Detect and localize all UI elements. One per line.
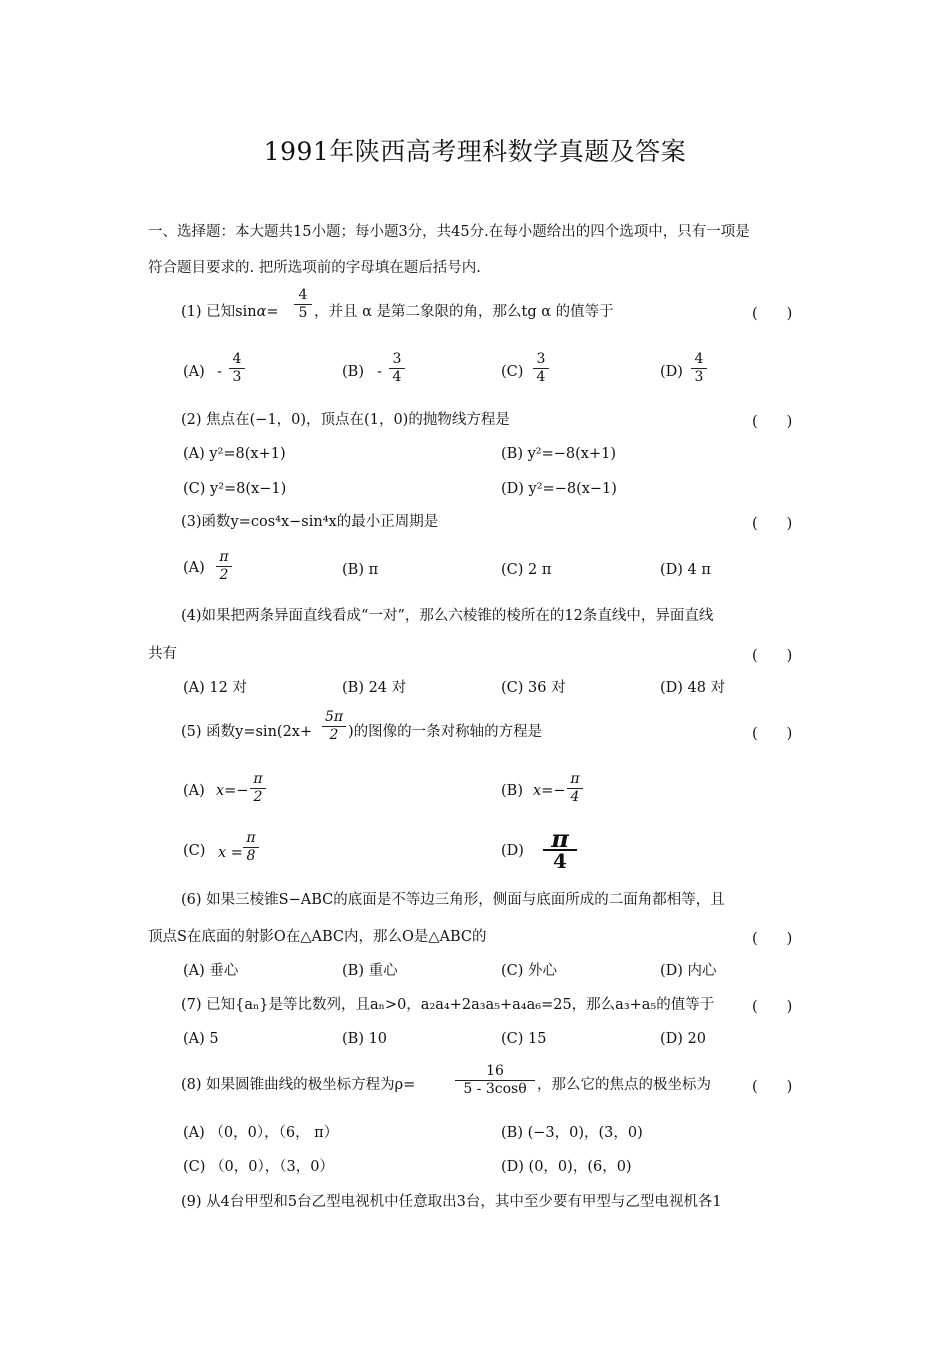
q6-option-d: (D) 内心 [660,963,717,979]
q4-option-a: (A) 12 对 [183,680,247,696]
q1-option-c-label: (C) [501,364,524,380]
q7-option-c: (C) 15 [501,1031,547,1047]
q1-stem-prefix: (1) 已知sinα= [181,304,279,320]
q5-option-a-label: (A) [183,783,205,799]
q6-option-a: (A) 垂心 [183,963,239,979]
q5-option-c-label: (C) [183,843,206,859]
q7-option-b: (B) 10 [342,1031,388,1047]
q2-option-b: (B) y²=−8(x+1) [501,446,616,462]
q9-stem: (9) 从4台甲型和5台乙型电视机中任意取出3台，其中至少要有甲型与乙型电视机各1 [181,1194,722,1210]
q5-answer-paren: ( ) [752,726,793,742]
q4-option-d: (D) 48 对 [660,680,726,696]
q1-option-a-sign: - [217,364,222,380]
q8-option-d: (D) (0，0)，(6，0) [501,1159,632,1175]
q3-option-a-label: (A) [183,560,205,576]
q7-option-d: (D) 20 [660,1031,706,1047]
q8-option-a: (A) （0，0），（6， π） [183,1125,339,1141]
q1-option-b-label: (B) [342,364,364,380]
q5-option-b-fraction: π 4 [567,772,583,805]
q5-option-d-fraction: π 4 [540,830,580,870]
q3-option-d: (D) 4 π [660,562,711,578]
q2-option-d: (D) y²=−8(x−1) [501,481,617,497]
q5-option-c-lhs: x = [218,845,243,861]
q1-option-c-fraction: 3 4 [533,352,549,385]
q3-option-c: (C) 2 π [501,562,552,578]
q4-answer-paren: ( ) [752,648,793,664]
q4-stem-line-1: (4)如果把两条异面直线看成“一对”，那么六棱锥的棱所在的12条直线中，异面直线 [181,608,714,624]
q2-option-c: (C) y²=8(x−1) [183,481,287,497]
q3-stem: (3)函数y=cos⁴x−sin⁴x的最小正周期是 [181,514,439,530]
q8-option-b: (B) (−3，0)，(3，0) [501,1125,643,1141]
q4-option-c: (C) 36 对 [501,680,566,696]
q6-stem-line-1: (6) 如果三棱锥S−ABC的底面是不等边三角形，侧面与底面所成的二面角都相等，且 [181,892,725,908]
q8-fraction: 16 5 - 3cosθ [455,1064,535,1097]
q8-answer-paren: ( ) [752,1079,793,1095]
q2-answer-paren: ( ) [752,414,793,430]
q3-option-b: (B) π [342,562,379,578]
q5-option-a-fraction: π 2 [250,772,266,805]
q5-option-d-label: (D) [501,843,524,859]
q5-stem-suffix: )的图像的一条对称轴的方程是 [348,724,543,740]
page-title: 1991年陕西高考理科数学真题及答案 [263,137,687,166]
intro-line-2: 符合题目要求的. 把所选项前的字母填在题后括号内. [148,260,481,276]
q4-option-b: (B) 24 对 [342,680,407,696]
q6-option-c: (C) 外心 [501,963,558,979]
q5-option-b-label: (B) [501,783,523,799]
q1-fraction: 4 5 [294,288,312,321]
q5-stem-prefix: (5) 函数y=sin(2x+ [181,724,313,740]
q6-answer-paren: ( ) [752,931,793,947]
q1-stem-suffix: ，并且 α 是第二象限的角，那么tg α 的值等于 [314,304,614,320]
q1-option-d-fraction: 4 3 [691,352,707,385]
q2-stem: (2) 焦点在(−1，0)，顶点在(1，0)的抛物线方程是 [181,412,510,428]
q1-option-d-label: (D) [660,364,683,380]
q8-stem-suffix: ，那么它的焦点的极坐标为 [537,1077,711,1093]
q1-option-b-sign: - [377,364,382,380]
q5-option-b-lhs: x=− [533,783,566,799]
q1-answer-paren: ( ) [752,306,793,322]
q2-option-a: (A) y²=8(x+1) [183,446,286,462]
q7-stem: (7) 已知{aₙ}是等比数列，且aₙ>0，a₂a₄+2a₃a₅+a₄a₆=25，那么a₃+a₅的值等于 [181,997,715,1013]
q6-stem-line-2: 顶点S在底面的射影O在△ABC内，那么O是△ABC的 [148,929,487,945]
q7-answer-paren: ( ) [752,999,793,1015]
q5-option-c-fraction: π 8 [243,831,259,864]
q6-option-b: (B) 重心 [342,963,398,979]
q1-option-a-fraction: 4 3 [229,352,245,385]
q1-option-b-fraction: 3 4 [389,352,405,385]
q5-option-a-lhs: x=− [216,783,249,799]
q8-option-c: (C) （0，0），（3，0） [183,1159,334,1175]
q4-stem-line-2: 共有 [148,646,177,662]
q7-option-a: (A) 5 [183,1031,219,1047]
q3-answer-paren: ( ) [752,516,793,532]
intro-line-1: 一、选择题：本大题共15小题；每小题3分，共45分.在每小题给出的四个选项中，只有一项是 [148,224,750,240]
q8-stem-prefix: (8) 如果圆锥曲线的极坐标方程为ρ= [181,1077,416,1093]
q1-option-a-label: (A) [183,364,205,380]
q3-option-a-fraction: π 2 [216,550,232,583]
q5-fraction: 5π 2 [322,710,346,743]
